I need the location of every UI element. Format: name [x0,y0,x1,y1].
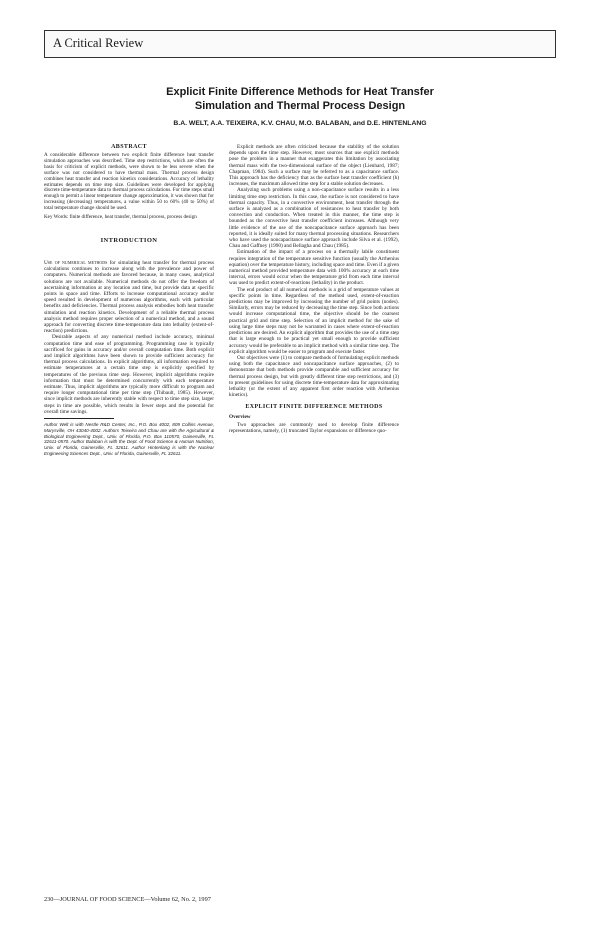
section-banner [44,30,556,58]
body-paragraph-2: Analyzing such problems using a non-capacitance surface results in a less limiting time step restriction. In this case, the surface is not considered to have thermal capacity. Thus, in a convective environment, heat transfer through the surface is analyzed as a combination of resistances to heat transfer by both convection and conduction. When treated in this manner, the time step is bounded as the convective heat transfer coefficient increases. Although very little evidence of the use of the noncapacitance surface approach has been reported, it is ideally suited for many thermal processing situations. Researchers who have used the noncapacitance surface approach include Silva et al. (1992), Chau and Gaffney (1990) and Bellagha and Chau (1985). [229,187,399,250]
article-title-line-1: Explicit Finite Difference Methods for Heat Transfer [166,86,434,98]
article-title-line-2: Simulation and Thermal Process Design [194,100,406,112]
right-column [229,144,399,434]
explicit-methods-heading: EXPLICIT FINITE DIFFERENCE METHODS [245,404,383,411]
body-paragraph-6: Two approaches are commonly used to develop finite difference representations, namely, (1) truncated Taylor expansions or difference quo- [229,421,399,434]
body-paragraph-1: Explicit methods are often criticized because the stability of the solution depends upon the time step. However, most sources that use explicit methods pose the problem in a manner that exaggerates this limitation by associating thermal mass with the two-dimensional surface of the object (Lienhard, 1987; Chapman, 1984). Such a surface may be referred to as a capacitance surface. This approach has the deficiency that as the surface heat transfer coefficient (h) increases, the maximum allowed time step for a stable solution decreases. [229,144,399,188]
page-footer: 230—JOURNAL OF FOOD SCIENCE—Volume 62, No. 2, 1997 [44,896,211,903]
abstract-text: A considerable difference between two explicit finite difference heat transfer simulation approaches was described. Time step restrictions, which are often the basis for criticism of explicit methods, were shown to be less severe when the surface was not considered to have thermal mass. Thermal process design combines heat transfer and reaction kinetics considerations. Accuracy of lethality estimates depends on time step size. Guidelines were developed for applying discrete time-temperature data to thermal process calculations. For time steps small enough to permit a linear temperature change approximation, it was shown that for increasing (decreasing) temperatures, a value within 50 to 60% (40 to 50%) of total temperature change should be used. [44,152,214,212]
body-paragraph-3: Estimation of the impact of a process on a thermally labile constituent requires integration of the temperature sensitive function (usually the Arrhenius equation) over the temperature history, including space and time. Even if a given numerical method provided temperature data with 100% accuracy at each time interval, errors would occur when the temperature grid from each time interval was used to predict extent-of-reactions (lethality) in the product. [229,249,399,287]
introduction-heading: INTRODUCTION [100,236,158,244]
intro-lead-words: Use of numerical methods [44,259,108,266]
footnote-divider [44,418,114,419]
author-affiliation-footnote: Author Welt is with Nestle R&D Center, Inc., P.O. Box 4002, 809 Collins Avenue, Marysville, OH 43040-4002. Authors Teixeira and Chau are with the Agricultural & Biological Engineering Dept., Univ. of Florida, P.O. Box 110570, Gainesville, FL 32611-0570. Author Balaban is with the Dept. of Food Science & Human Nutrition, Univ. of Florida, Gainesville, FL 32611. Author Hintenlang is with the Nuclear Engineering Sciences Dept., Univ. of Florida, Gainesville, FL 32611. [44,422,214,457]
intro-paragraph-1 [44,260,214,334]
overview-subheading: Overview [229,414,251,421]
author-list: B.A. WELT, A.A. TEIXEIRA, K.V. CHAU, M.O. BALABAN, and D.E. HINTENLANG [173,120,427,127]
body-paragraph-4: The end product of all numerical methods is a grid of temperature values at specific points in time. Regardless of the method used, extent-of-reaction predictions may be improved by increasing the number of grid points (nodes). Similarly, errors may be reduced by decreasing the time step. Since both actions would increase computational time, the objective should be the coarsest practical grid and time step. Selection of an implicit method for the sake of using large time steps may not be warranted in cases where extent-of-reaction predictions are desired. An explicit algorithm that provides the use of a time step that is large enough to be practical yet small enough to provide sufficient accuracy would be preferable to an implicit method with a similar time step. The explicit algorithm would be easier to program and execute faster. [229,286,399,355]
body-paragraph-5: Our objectives were (1) to compare methods of formulating explicit methods using both the capacitance and noncapacitance surface approaches, (2) to demonstrate that both methods provide comparable and sufficient accuracy for thermal process design, but with greatly different time step restrictions, and (3) to present guidelines for using discrete time-temperature data for approximating lethality (or the extent of any apparent first order reaction with Arrhenius kinetics). [229,354,399,399]
left-column [44,144,214,457]
section-banner-label: A Critical Review [53,36,144,50]
keywords: Key Words: finite difference, heat transfer, thermal process, process design [44,214,197,221]
intro-paragraph-1-text: for simulating heat transfer for thermal process calculations continues to increase along with the prevalence and power of computers. Numerical methods are favored because, in many cases, analytical solutions are not available. Numerical methods do not offer the freedom of ascertaining information at any location and time, but provide data at specific points in space and time. Efforts to increase computational accuracy and/or speed resulted in development of numerous algorithms, each with particular benefits and deficiencies. Thermal process analysis embodies both heat transfer simulation and reaction kinetics. Development of a reliable thermal process analysis method requires proper selection of a numerical method, and a sound approach for converting discrete time-temperature data into lethality (extent-of-reaction) predictions. [44,259,214,335]
abstract-heading: ABSTRACT [111,144,147,150]
intro-paragraph-2: Desirable aspects of any numerical method include accuracy, minimal computation time and ease of programming. Programming case is typically sacrificed for gains in accuracy and/or overall computation time. Both explicit and implicit algorithms have been shown to provide sufficient accuracy for thermal process calculations. In explicit algorithms, all information required to estimate temperatures at a certain time step is explicitly specified by temperatures of the previous time step. However, implicit algorithms require information that must be determined concurrently with each temperature estimate. Thus, implicit algorithms are typically more difficult to program and require longer computational time per time step (Thibault, 1985). However, since implicit methods are inherently stable with respect to time step size, larger steps in time are possible, which results in fewer steps and the potential for overall time savings. [44,334,214,415]
